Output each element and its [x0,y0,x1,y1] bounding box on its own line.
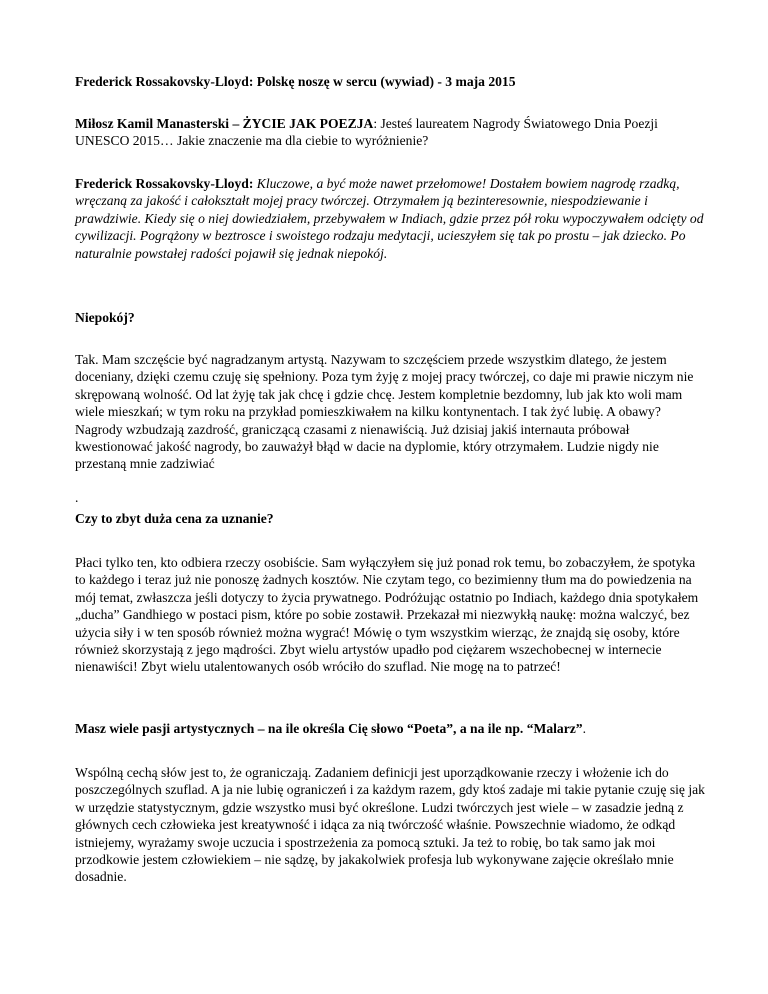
title-text: Frederick Rossakovsky-Lloyd: Polskę noszę w sercu (wywiad) - 3 maja 2015 [75,74,516,89]
answer-4: Wspólną cechą słów jest to, że ograniczają. Zadaniem definicji jest uporządkowanie rzeczy i włożenie ich do poszczególnych szuflad. A ja nie lubię ograniczeń i za każdym razem, gdy ktoś zadaje mi takie pytanie czuję się jak w urzędzie statystycznym, gdzie wszystko musi być określone. Ludzi twórczych jest wiele – w zasadzie jedną z głównych cech człowieka jest kreatywność i idąca za nią twórczość właśnie. Powszechnie wiadomo, że odkąd istniejemy, wyrażamy swoje uczucia i spostrzeżenia za pomocą sztuki. Ja też to robię, bo tak samo jak moi przodkowie jestem człowiekiem – nie sądzę, by jakakolwiek profesja lub wykonywane zajęcie określało mnie dosadnie. [75,765,705,885]
question-2 [75,309,705,326]
interviewer-name: Miłosz Kamil Manasterski – ŻYCIE JAK POEZJA [75,116,374,131]
question-4 [75,720,705,737]
question-1-text: : Jesteś laureatem Nagrody Światowego Dnia Poezji UNESCO 2015… Jakie znaczenie ma dla ciebie to wyróżnienie? [75,116,658,149]
question-1 [75,115,705,150]
question-3-text: Czy to zbyt duża cena za uznanie? [75,511,274,526]
question-2-text: Niepokój? [75,310,135,325]
question-4-period: . [582,721,586,736]
answer-2: Tak. Mam szczęście być nagradzanym artystą. Nazywam to szczęściem przede wszystkim dlatego, że jestem doceniany, dzięki czemu czuję się spełniony. Poza tym żyję z mojej pracy twórczej, co daje mi prawie niczym nie skrępowaną wolność. Od lat żyję tak jak chcę i gdzie chcę. Jestem kompletnie bezdomny, lub jak kto woli mam wiele mieszkań; w tym roku na przykład pomieszkiwałem na kilku kontynentach. I tak żyć lubię. A obawy? Nagrody wzbudzają zazdrość, graniczącą czasami z nienawiścią. Już dzisiaj jakiś internauta próbował kwestionować jakość nagrody, bo zauważył błąd w dacie na dyplomie, który otrzymałem. Ludzie nigdy nie przestaną mnie zadziwiać [75,352,694,472]
question-4-text: Masz wiele pasji artystycznych – na ile określa Cię słowo “Poeta”, a na ile np. “Malarz” [75,721,583,736]
question-3 [75,510,705,527]
stray-period: . [75,490,79,505]
answer-3: Płaci tylko ten, kto odbiera rzeczy osobiście. Sam wyłączyłem się już ponad rok temu, bo zobaczyłem, że spotyka to każdego i teraz już nie ponoszę żadnych kosztów. Nie czytam tego, co bezimienny tłum ma do powiedzenia na mój temat, zwłaszcza jeśli dotyczy to życia prywatnego. Podróżując ostatnio po Indiach, każdego dnia spotykałem „ducha” Gandhiego w postaci pism, które po sobie zostawił. Przekazał mi niezwykłą naukę: można walczyć, bez użycia siły i w ten sposób również można wygrać! Mówię o tym wszystkim wierząc, że znajdą się osoby, które również skorzystają z jego mądrości. Zbyt wielu artystów upadło pod ciężarem wszechobecnej w internecie nienawiści! Zbyt wielu utalentowanych osób wróciło do szuflad. Nie mogę na to patrzeć! [75,555,699,675]
answer-1-text: Kluczowe, a być może nawet przełomowe! Dostałem bowiem nagrodę rzadką, wręczaną za jakość i całokształt mojej pracy twórczej. Otrzymałem ją bezinteresownie, niespodziewanie i prawdziwie. Kiedy się o niej dowiedziałem, przebywałem w Indiach, gdzie przez pół roku wypoczywałem odcięty od cywilizacji. Pogrążony w beztrosce i swoistego rodzaju medytacji, ucieszyłem się tak po prostu – jak dziecko. Po naturalnie powstałej radości pojawił się jednak niepokój. [75,176,704,261]
document-title [75,73,705,90]
speaker-name: Frederick Rossakovsky-Lloyd: [75,176,254,191]
answer-1 [75,175,705,262]
